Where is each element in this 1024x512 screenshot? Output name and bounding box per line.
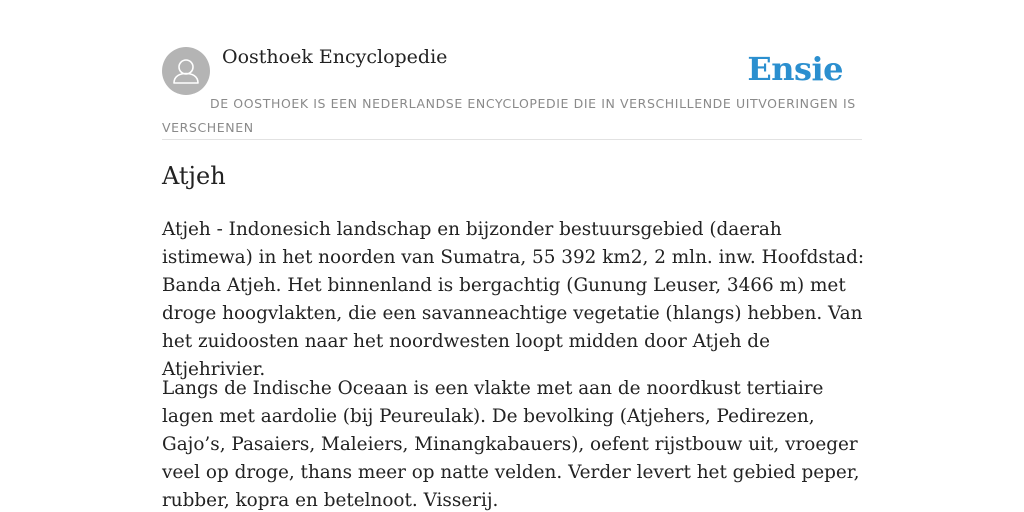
header-divider [162, 139, 862, 140]
user-silhouette-icon [162, 47, 210, 95]
source-name-link[interactable]: Oosthoek Encyclopedie [222, 46, 448, 68]
article-title: Atjeh [162, 162, 226, 190]
article-page [162, 0, 865, 512]
source-tagline: DE OOSTHOEK IS EEN NEDERLANDSE ENCYCLOPEDIE DIE IN VERSCHILLENDE UITVOERINGEN IS VERSCHENEN [162, 96, 856, 135]
brand-logo[interactable]: Ensie [747, 50, 843, 88]
avatar[interactable] [162, 47, 210, 95]
article-paragraph: Atjeh - Indonesich landschap en bijzonder bestuursgebied (daerah istimewa) in het noorden van Sumatra, 55 392 km2, 2 mln. inw. Hoofdstad: Banda Atjeh. Het binnenland is bergachtig (Gunung Leuser, 3466 m) met droge hoogvlakten, die een savanneachtige vegetatie (hlangs) hebben. Van het zuidoosten naar het noordwesten loopt midden door Atjeh de Atjehrivier. [162, 219, 865, 380]
article-paragraph: Langs de Indische Oceaan is een vlakte met aan de noordkust tertiaire lagen met aardolie (bij Peureulak). De bevolking (Atjehers, Pedirezen, Gajo’s, Pasaiers, Maleiers, Minangkabauers), oefent rijstbouw uit, vroeger veel op droge, thans meer op natte velden. Verder levert het gebied peper, rubber, kopra en betelnoot. Visserij. [162, 378, 860, 511]
